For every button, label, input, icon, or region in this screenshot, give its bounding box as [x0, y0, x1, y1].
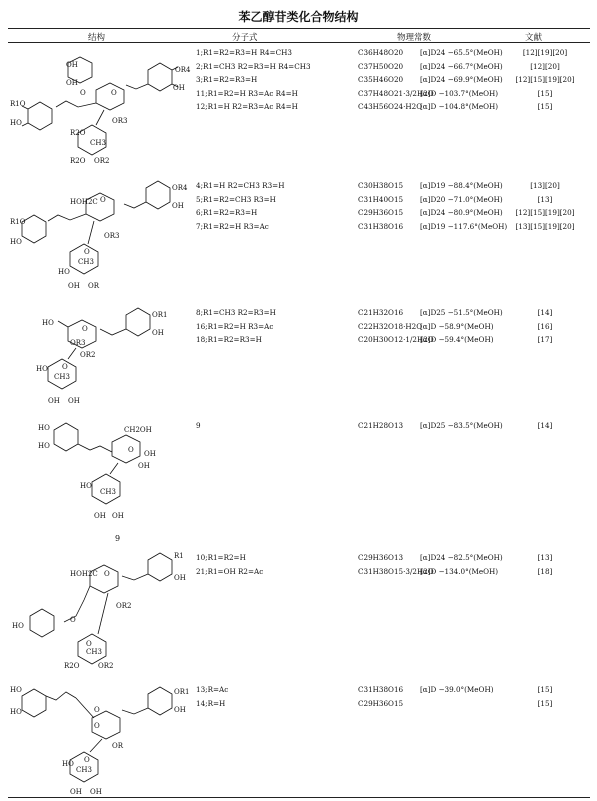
structure-label: OH	[112, 512, 124, 520]
table-cell-rot: [α]D24 −82.5°(MeOH)	[420, 553, 503, 562]
table-cell-formula: C30H38O15	[358, 181, 404, 190]
header-structure: 结构	[88, 33, 106, 43]
table-cell-formula: C37H48O21·3/2H2O	[358, 88, 434, 98]
structure-label: CH3	[54, 373, 70, 381]
table-cell-ref: [15]	[537, 88, 553, 98]
table-cell-rot: [α]D25 −51.5°(MeOH)	[420, 308, 503, 317]
structure-label: CH3	[90, 139, 106, 147]
structure-label: HO	[38, 442, 50, 450]
structure-label: O	[86, 640, 92, 648]
table-cell-formula: C31H40O15	[358, 194, 404, 204]
structure-label: HO	[38, 424, 50, 432]
table-cell-rot: [α]D −103.7°(MeOH)	[420, 88, 499, 98]
structure-label: HO	[80, 482, 92, 490]
structure-caption: 9	[115, 534, 121, 543]
table-cell-formula: C21H32O16	[358, 308, 404, 317]
header-refs: 文献	[525, 33, 543, 43]
table-cell-sub: 8;R1=CH3 R2=R3=H	[196, 308, 276, 317]
structure-label: OR3	[112, 117, 128, 125]
table-cell-sub: 12;R1=H R2=R3=Ac R4=H	[196, 102, 298, 111]
table-cell-ref: [15]	[537, 685, 553, 694]
structure-label: OH	[48, 397, 60, 405]
table-cell-rot: [α]D24 −65.5°(MeOH)	[420, 48, 503, 57]
structure-label: HO	[12, 622, 24, 630]
table-top-rule	[8, 28, 590, 29]
structure-label: OR3	[104, 232, 120, 240]
structure-label: HO	[36, 365, 48, 373]
structure-label: OH	[172, 202, 184, 210]
structure-label: O	[111, 89, 117, 97]
structure-label: O	[70, 616, 76, 624]
structure-label: OR	[112, 742, 124, 750]
table-cell-ref: [12][15][19][20]	[515, 208, 575, 217]
structure-label: O	[82, 325, 88, 333]
structure-label: OR4	[172, 184, 188, 192]
structure-label: OH	[66, 61, 78, 69]
structure-label: OR1	[152, 311, 168, 319]
structure-label: O	[94, 722, 100, 730]
table-cell-sub: 1;R1=R2=R3=H R4=CH3	[196, 48, 292, 57]
structure-label: R2O	[70, 129, 86, 137]
structure-diagram	[8, 45, 193, 173]
table-cell-ref: [15]	[537, 102, 553, 111]
structure-label: OR2	[116, 602, 132, 610]
table-cell-sub: 11;R1=R2=H R3=Ac R4=H	[196, 88, 298, 98]
table-cell-rot: [α]D24 −66.7°(MeOH)	[420, 61, 503, 71]
table-cell-ref: [12][20]	[530, 61, 560, 71]
table-cell-rot: [α]D25 −83.5°(MeOH)	[420, 421, 503, 430]
structure-label: OH	[152, 329, 164, 337]
structure-diagram	[8, 550, 193, 675]
structure-label: O	[104, 570, 110, 578]
table-cell-rot: [α]D −59.4°(MeOH)	[420, 335, 494, 344]
structure-label: HOH2C	[70, 570, 98, 578]
table-cell-sub: 13;R=Ac	[196, 685, 229, 694]
table-cell-rot: [α]D19 −117.6°(MeOH)	[420, 221, 508, 231]
structure-label: HOH2C	[70, 198, 98, 206]
table-cell-sub: 14;R=H	[196, 698, 226, 708]
structure-label: R1	[174, 552, 184, 560]
structure-label: OH	[66, 79, 78, 87]
table-cell-formula: C29H36O15	[358, 208, 404, 217]
structure-label: R1O	[10, 218, 26, 226]
table-cell-rot: [α]D −134.0°(MeOH)	[420, 566, 499, 576]
table-cell-sub: 2;R1=CH3 R2=R3=H R4=CH3	[196, 61, 311, 71]
table-cell-formula: C37H50O20	[358, 61, 404, 71]
table-cell-sub: 16;R1=R2=H R3=Ac	[196, 321, 274, 331]
page-title: 苯乙醇苷类化合物结构	[238, 10, 359, 24]
table-cell-ref: [13]	[537, 553, 553, 562]
table-cell-rot: [α]D19 −88.4°(MeOH)	[420, 181, 503, 190]
table-cell-formula: C29H36O13	[358, 553, 404, 562]
structure-label: OH	[144, 450, 156, 458]
structure-label: OH	[68, 282, 80, 290]
table-cell-sub: 5;R1=R2=CH3 R3=H	[196, 194, 276, 204]
table-cell-sub: 3;R1=R2=R3=H	[196, 75, 258, 84]
structure-label: HO	[10, 686, 22, 694]
table-cell-formula: C31H38O16	[358, 221, 404, 231]
table-cell-formula: C35H46O20	[358, 75, 404, 84]
table-cell-ref: [18]	[537, 566, 553, 576]
structure-diagram	[8, 305, 193, 410]
table-cell-ref: [15]	[537, 698, 553, 708]
structure-label: OR1	[174, 688, 190, 696]
table-cell-formula: C29H36O15	[358, 698, 404, 708]
structure-label: CH3	[100, 488, 116, 496]
table-cell-formula: C20H30O12·1/2H2O	[358, 335, 434, 344]
table-cell-ref: [17]	[537, 335, 553, 344]
table-cell-sub: 18;R1=R2=R3=H	[196, 335, 262, 344]
structure-label: HO	[42, 319, 54, 327]
table-cell-ref: [14]	[537, 421, 553, 430]
structure-label: O	[100, 196, 106, 204]
table-cell-formula: C22H32O18·H2O	[358, 321, 423, 331]
header-constants: 物理常数	[397, 33, 432, 43]
structure-label: O	[128, 446, 134, 454]
structure-label: OH	[90, 788, 102, 796]
structure-label: HO	[10, 708, 22, 716]
table-cell-sub: 21;R1=OH R2=Ac	[196, 566, 264, 576]
structure-label: OH	[138, 462, 150, 470]
table-cell-ref: [14]	[537, 308, 553, 317]
structure-label: R1O	[10, 100, 26, 108]
header-formula: 分子式	[232, 33, 258, 43]
structure-label: OR3	[70, 339, 86, 347]
structure-label: R2O	[70, 157, 86, 165]
structure-diagram	[8, 418, 193, 528]
header-rule	[8, 42, 590, 43]
structure-label: OR2	[94, 157, 110, 165]
structure-label: OR4	[175, 66, 191, 74]
table-cell-formula: C21H28O13	[358, 421, 404, 430]
table-cell-rot: [α]D20 −71.0°(MeOH)	[420, 194, 503, 204]
structure-label: O	[80, 89, 86, 97]
structure-label: O	[84, 248, 90, 256]
table-bottom-rule	[8, 797, 590, 798]
table-cell-sub: 10;R1=R2=H	[196, 553, 246, 562]
table-cell-rot: [α]D −39.0°(MeOH)	[420, 685, 494, 694]
structure-label: OH	[173, 84, 185, 92]
structure-label: O	[94, 706, 100, 714]
structure-label: O	[84, 756, 90, 764]
structure-label: HO	[10, 238, 22, 246]
table-cell-sub: 7;R1=R2=H R3=Ac	[196, 221, 269, 231]
structure-label: CH3	[76, 766, 92, 774]
structure-label: OH	[70, 788, 82, 796]
table-cell-formula: C31H38O15·3/2H2O	[358, 566, 434, 576]
table-cell-formula: C31H38O16	[358, 685, 404, 694]
table-cell-ref: [13]	[537, 194, 553, 204]
structure-label: OH	[174, 574, 186, 582]
structure-label: OR2	[98, 662, 114, 670]
structure-label: R2O	[64, 662, 80, 670]
structure-label: OR	[88, 282, 100, 290]
structure-label: CH2OH	[124, 426, 152, 434]
table-cell-rot: [α]D −104.8°(MeOH)	[420, 102, 499, 111]
structure-label: CH3	[86, 648, 102, 656]
table-cell-rot: [α]D −58.9°(MeOH)	[420, 321, 494, 331]
table-cell-rot: [α]D24 −80.9°(MeOH)	[420, 208, 503, 217]
structure-label: OR2	[80, 351, 96, 359]
table-cell-ref: [13][20]	[530, 181, 560, 190]
table-cell-formula: C36H48O20	[358, 48, 404, 57]
structure-label: O	[62, 363, 68, 371]
table-cell-ref: [12][15][19][20]	[515, 75, 575, 84]
structure-diagram	[8, 682, 193, 800]
table-cell-sub: 4;R1=H R2=CH3 R3=H	[196, 181, 285, 190]
table-cell-rot: [α]D24 −69.9°(MeOH)	[420, 75, 503, 84]
structure-diagram	[8, 178, 193, 298]
table-cell-ref: [12][19][20]	[522, 48, 568, 57]
table-cell-sub: 9	[196, 421, 201, 430]
table-cell-ref: [13][15][19][20]	[515, 221, 575, 231]
table-cell-formula: C43H56O24·H2O	[358, 102, 423, 111]
structure-label: OH	[68, 397, 80, 405]
structure-label: HO	[62, 760, 74, 768]
structure-label: OH	[94, 512, 106, 520]
structure-label: HO	[58, 268, 70, 276]
structure-label: OH	[174, 706, 186, 714]
table-cell-ref: [16]	[537, 321, 553, 331]
structure-label: CH3	[78, 258, 94, 266]
structure-label: HO	[10, 119, 22, 127]
table-cell-sub: 6;R1=R2=R3=H	[196, 208, 258, 217]
